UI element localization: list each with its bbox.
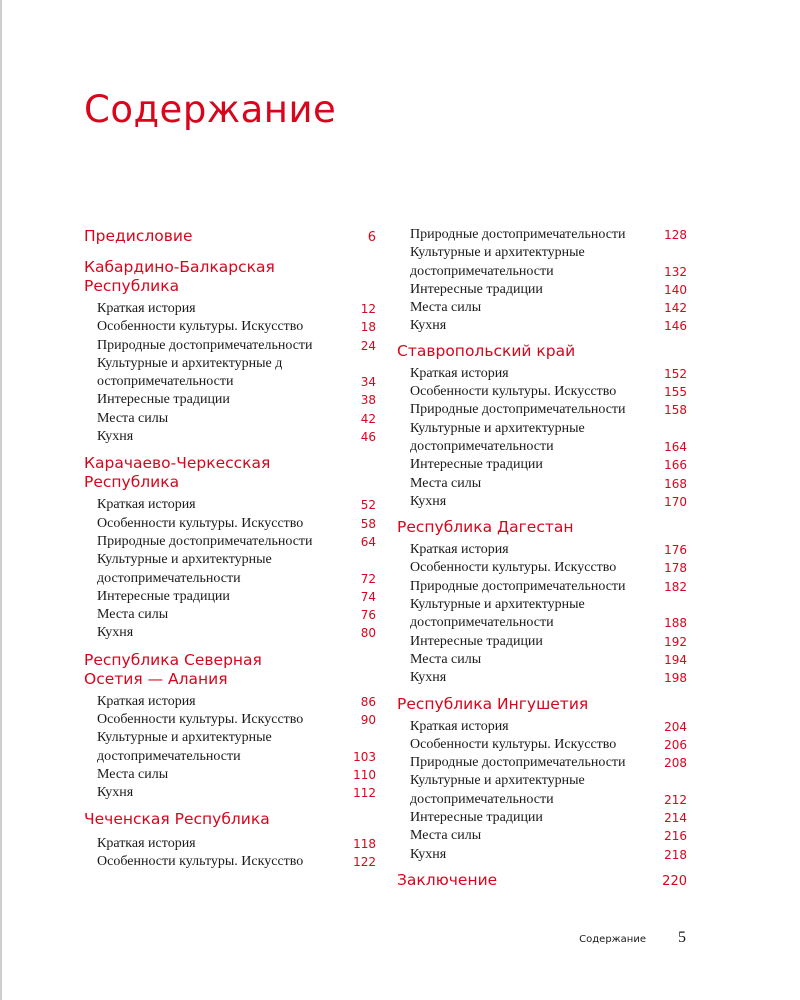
toc-entry[interactable]	[397, 244, 687, 281]
toc-entry-line: Кухня	[410, 493, 447, 509]
toc-entry[interactable]	[84, 428, 376, 446]
toc-entry[interactable]	[397, 281, 687, 299]
toc-entry-line: Культурные и архитектурные	[410, 597, 585, 613]
toc-entry[interactable]	[397, 420, 687, 457]
toc-entry-line: Интересные традиции	[410, 457, 543, 473]
page-title: Содержание	[84, 88, 337, 131]
toc-entry-page-number: 64	[360, 534, 376, 549]
toc-entry-line: Природные достопримечательности	[410, 227, 626, 242]
toc-entry-line: остопримечательности	[97, 374, 234, 390]
toc-entry-line: Места силы	[97, 766, 169, 782]
section-title-line: Республика Ингушетия	[397, 694, 589, 713]
toc-entry[interactable]	[84, 606, 376, 624]
section-title-line: Осетия — Алания	[84, 669, 228, 688]
toc-section	[397, 695, 687, 864]
toc-entry-text	[410, 317, 446, 335]
toc-entry-text	[97, 693, 196, 711]
toc-entry-page-number: 218	[664, 847, 687, 862]
toc-entry-text	[410, 596, 585, 633]
section-title[interactable]	[397, 871, 687, 891]
toc-entry-page-number: 155	[664, 385, 687, 400]
toc-entry-text	[410, 420, 585, 457]
toc-section	[84, 810, 376, 872]
toc-entry[interactable]	[397, 541, 687, 559]
toc-section	[397, 871, 687, 891]
toc-entry-page-number: 176	[664, 543, 687, 558]
toc-entry-text	[97, 588, 230, 606]
toc-entry-page-number: 52	[360, 498, 376, 513]
toc-entry[interactable]	[84, 729, 376, 766]
toc-entry[interactable]	[397, 559, 687, 577]
toc-entry-line: достопримечательности	[410, 791, 554, 807]
toc-entry-text	[97, 318, 303, 336]
section-title-line: Предисловие	[84, 227, 193, 245]
toc-entry-line: Кухня	[97, 625, 134, 641]
section-title[interactable]	[84, 810, 376, 829]
toc-entry[interactable]	[397, 736, 687, 754]
section-title[interactable]	[84, 651, 376, 689]
toc-entry[interactable]	[84, 693, 376, 711]
toc-entry-page-number: 76	[360, 608, 376, 623]
toc-entry[interactable]	[397, 754, 687, 772]
toc-entry-line: Особенности культуры. Искусство	[97, 853, 304, 869]
toc-entry-text	[410, 475, 481, 493]
section-page-number: 6	[367, 230, 376, 245]
section-title-line: Кабардино-Балкарская	[84, 258, 275, 276]
toc-section	[84, 258, 376, 446]
toc-entry-page-number: 188	[664, 616, 687, 631]
toc-entry-text	[97, 533, 313, 551]
toc-entry-line: Места силы	[97, 410, 169, 426]
toc-entry[interactable]	[397, 669, 687, 687]
toc-entry[interactable]	[84, 853, 376, 871]
toc-entry[interactable]	[84, 496, 376, 514]
toc-entry-text	[410, 669, 446, 687]
toc-entry-page-number: 12	[360, 302, 376, 316]
toc-entry-line: Интересные традиции	[97, 392, 230, 408]
toc-entry-page-number: 182	[664, 579, 687, 594]
toc-entry-line: Природные достопримечательности	[410, 755, 626, 771]
toc-entry-text	[410, 578, 626, 596]
toc-entry-text	[97, 391, 230, 409]
toc-entry-line: Краткая история	[97, 497, 196, 513]
toc-column-right	[397, 226, 687, 891]
toc-entry-line: достопримечательности	[97, 748, 241, 764]
toc-entry[interactable]	[397, 651, 687, 669]
toc-entry-page-number: 212	[664, 792, 687, 807]
toc-entry-text	[97, 711, 303, 729]
toc-entry-text	[97, 784, 133, 802]
section-title[interactable]	[84, 227, 376, 247]
toc-entry[interactable]	[84, 410, 376, 428]
section-title-line: Заключение	[397, 870, 498, 889]
toc-entry-text	[410, 383, 616, 401]
toc-entry[interactable]	[397, 493, 687, 511]
toc-entry-text	[410, 827, 481, 845]
toc-section	[84, 227, 376, 247]
toc-entry-page-number: 128	[664, 228, 687, 242]
toc-entry-page-number: 110	[353, 767, 376, 782]
section-title[interactable]	[397, 342, 687, 361]
toc-entry-page-number: 152	[664, 366, 687, 381]
toc-entry-line: Особенности культуры. Искусство	[97, 515, 304, 531]
toc-entry-page-number: 214	[664, 811, 687, 826]
toc-entry-text	[97, 496, 196, 514]
toc-entry[interactable]	[397, 718, 687, 736]
toc-entry-line: Культурные и архитектурные д	[97, 355, 283, 371]
toc-section	[397, 226, 687, 336]
toc-entry-line: достопримечательности	[410, 438, 554, 454]
toc-entry-text	[97, 766, 168, 784]
section-title[interactable]	[84, 454, 376, 492]
toc-entry-line: Интересные традиции	[410, 281, 543, 297]
section-title[interactable]	[397, 695, 687, 714]
toc-entry-line: Особенности культуры. Искусство	[410, 560, 617, 576]
toc-entry[interactable]	[397, 578, 687, 596]
toc-entry-page-number: 72	[360, 571, 376, 586]
toc-entry-line: Культурные и архитектурные	[410, 420, 585, 436]
toc-entry-text	[97, 410, 168, 428]
toc-entry-line: Интересные традиции	[410, 810, 543, 826]
toc-entry[interactable]	[397, 226, 687, 244]
toc-entry-text	[97, 606, 168, 624]
toc-entry-line: Природные достопримечательности	[410, 578, 626, 594]
toc-entry[interactable]	[84, 784, 376, 802]
toc-entry-line: Кухня	[410, 670, 447, 686]
toc-entry-page-number: 86	[360, 694, 376, 709]
toc-entry-page-number: 216	[664, 829, 687, 844]
toc-entry-page-number: 168	[664, 476, 687, 491]
section-title-text	[397, 695, 588, 714]
toc-entry[interactable]	[397, 299, 687, 317]
toc-entry-line: достопримечательности	[410, 263, 554, 279]
toc-entry-text	[410, 281, 543, 299]
toc-section	[84, 454, 376, 642]
page-number: 5	[678, 929, 686, 946]
toc-section	[84, 651, 376, 803]
toc-entry-page-number: 140	[664, 282, 687, 297]
toc-entry-page-number: 142	[664, 301, 687, 316]
toc-entry[interactable]	[397, 772, 687, 809]
section-title-line: Чеченская Республика	[84, 809, 270, 828]
toc-entry-page-number: 58	[360, 516, 376, 531]
toc-entry-line: Природные достопримечательности	[97, 337, 313, 353]
toc-entry[interactable]	[397, 383, 687, 401]
toc-entry-line: Особенности культуры. Искусство	[410, 736, 617, 752]
toc-entry-line: Места силы	[410, 828, 482, 844]
toc-entry-line: Особенности культуры. Искусство	[97, 712, 304, 728]
section-title-text	[84, 651, 262, 689]
toc-entry[interactable]	[84, 318, 376, 336]
toc-entry-text	[410, 772, 585, 809]
toc-entry[interactable]	[84, 711, 376, 729]
toc-entry[interactable]	[397, 809, 687, 827]
toc-entry-text	[410, 541, 509, 559]
toc-entry-text	[97, 624, 133, 642]
toc-entry-text	[97, 355, 282, 392]
toc-entry-page-number: 112	[353, 786, 376, 801]
toc-entry-line: Природные достопримечательности	[410, 402, 626, 418]
toc-entry-page-number: 198	[664, 671, 687, 686]
toc-entry-page-number: 90	[360, 713, 376, 728]
toc-entry[interactable]	[84, 533, 376, 551]
toc-entry[interactable]	[84, 337, 376, 355]
toc-entry-page-number: 204	[664, 719, 687, 734]
toc-entry-page-number: 194	[664, 652, 687, 667]
toc-column-left	[84, 227, 376, 871]
section-title-text	[397, 342, 575, 361]
section-title-text	[84, 454, 270, 492]
toc-entry-text	[97, 428, 133, 446]
toc-entry-page-number: 122	[353, 854, 376, 869]
toc-entry[interactable]	[84, 300, 376, 318]
toc-entry-text	[97, 515, 303, 533]
toc-entry-page-number: 34	[360, 375, 376, 390]
section-title-line: Карачаево-Черкесская	[84, 454, 271, 473]
section-title-text	[84, 258, 275, 296]
toc-entry-line: Кухня	[410, 318, 447, 334]
toc-entry-text	[410, 754, 626, 772]
toc-entry-line: Кухня	[97, 785, 134, 801]
toc-entry-line: Культурные и архитектурные	[97, 730, 272, 746]
toc-entry[interactable]	[84, 588, 376, 606]
running-footer-label: Содержание	[579, 934, 646, 945]
toc-entry-line: Культурные и архитектурные	[410, 245, 585, 261]
section-title-line: Республика	[84, 473, 180, 492]
toc-entry-line: Краткая история	[410, 365, 509, 381]
toc-entry-page-number: 80	[360, 626, 376, 641]
toc-entry[interactable]	[397, 365, 687, 383]
toc-entry-text	[410, 365, 509, 383]
toc-entry[interactable]	[397, 317, 687, 335]
toc-entry-line: Интересные традиции	[410, 633, 543, 649]
toc-entry-text	[97, 853, 303, 871]
toc-entry[interactable]	[84, 835, 376, 853]
toc-entry-page-number: 18	[360, 320, 376, 335]
toc-entry-line: Краткая история	[97, 301, 196, 316]
toc-entry-page-number: 38	[360, 393, 376, 408]
toc-entry-line: Природные достопримечательности	[97, 533, 313, 549]
toc-entry-page-number: 170	[664, 494, 687, 509]
toc-entry-line: Места силы	[410, 300, 482, 316]
section-page-number: 220	[662, 873, 687, 889]
toc-entry-page-number: 103	[353, 749, 376, 764]
toc-entry-text	[410, 718, 509, 736]
toc-entry-line: достопримечательности	[97, 570, 241, 586]
toc-entry-line: Места силы	[410, 651, 482, 667]
toc-entry[interactable]	[84, 766, 376, 784]
toc-entry-page-number: 118	[353, 836, 376, 851]
section-title[interactable]	[397, 518, 687, 537]
toc-entry-page-number: 206	[664, 737, 687, 752]
section-title-line: Республика Дагестан	[397, 518, 574, 537]
page-edge-divider	[0, 0, 2, 1000]
toc-entry[interactable]	[397, 633, 687, 651]
toc-entry-text	[410, 809, 543, 827]
toc-entry[interactable]	[84, 391, 376, 409]
toc-entry-line: Места силы	[97, 607, 169, 623]
section-title[interactable]	[84, 258, 376, 296]
toc-entry[interactable]	[397, 596, 687, 633]
toc-entry-page-number: 46	[360, 430, 376, 445]
toc-entry-page-number: 158	[664, 403, 687, 418]
toc-section	[397, 342, 687, 511]
toc-entry-page-number: 192	[664, 634, 687, 649]
toc-entry-line: Краткая история	[410, 718, 509, 734]
toc-entry-page-number: 42	[360, 411, 376, 426]
toc-entry-text	[410, 736, 616, 754]
toc-entry-text	[410, 401, 626, 419]
toc-entry-text	[410, 299, 481, 317]
toc-entry-page-number: 24	[360, 338, 376, 353]
toc-entry-line: Особенности культуры. Искусство	[97, 319, 304, 335]
toc-entry-text	[410, 456, 543, 474]
toc-entry-page-number: 164	[664, 439, 687, 454]
toc-entry[interactable]	[397, 475, 687, 493]
toc-entry-line: Интересные традиции	[97, 588, 230, 604]
toc-entry[interactable]	[84, 355, 376, 392]
toc-entry-page-number: 74	[360, 589, 376, 604]
section-title-line: Республика Северная	[84, 650, 262, 669]
toc-entry-text	[410, 651, 481, 669]
section-title-line: Ставропольский край	[397, 341, 576, 360]
toc-entry-text	[410, 226, 626, 244]
section-title-text	[84, 810, 270, 829]
toc-entry-line: Места силы	[410, 475, 482, 491]
toc-entry-line: Культурные и архитектурные	[97, 552, 272, 568]
toc-entry[interactable]	[397, 846, 687, 864]
toc-entry-text	[97, 729, 272, 766]
section-title-text	[397, 871, 497, 890]
toc-entry-page-number: 208	[664, 756, 687, 771]
toc-entry-page-number: 178	[664, 561, 687, 576]
toc-entry-line: Краткая история	[97, 693, 196, 709]
toc-entry-line: Краткая история	[97, 835, 196, 851]
toc-entry-line: Кухня	[97, 429, 134, 445]
toc-entry-text	[410, 846, 446, 864]
toc-entry-line: Кухня	[410, 846, 447, 862]
toc-entry[interactable]	[84, 515, 376, 533]
section-title-text	[84, 227, 192, 246]
toc-entry-text	[410, 559, 616, 577]
section-title-text	[397, 518, 574, 537]
toc-entry[interactable]	[397, 401, 687, 419]
toc-entry-text	[97, 835, 196, 853]
toc-entry-line: Особенности культуры. Искусство	[410, 384, 617, 400]
toc-entry[interactable]	[84, 551, 376, 588]
toc-section	[397, 518, 687, 687]
toc-entry-text	[97, 300, 196, 318]
toc-entry-line: достопримечательности	[410, 615, 554, 631]
toc-entry-page-number: 132	[664, 264, 687, 279]
toc-entry-text	[410, 633, 543, 651]
toc-entry[interactable]	[397, 456, 687, 474]
toc-entry-page-number: 146	[664, 319, 687, 334]
toc-entry-text	[410, 493, 446, 511]
toc-entry[interactable]	[397, 827, 687, 845]
toc-entry-page-number: 166	[664, 458, 687, 473]
toc-entry-line: Краткая история	[410, 542, 509, 558]
toc-entry-line: Культурные и архитектурные	[410, 773, 585, 789]
toc-entry-text	[97, 551, 272, 588]
toc-entry-text	[410, 244, 585, 281]
toc-entry[interactable]	[84, 624, 376, 642]
toc-entry-text	[97, 337, 313, 355]
section-title-line: Республика	[84, 277, 180, 295]
